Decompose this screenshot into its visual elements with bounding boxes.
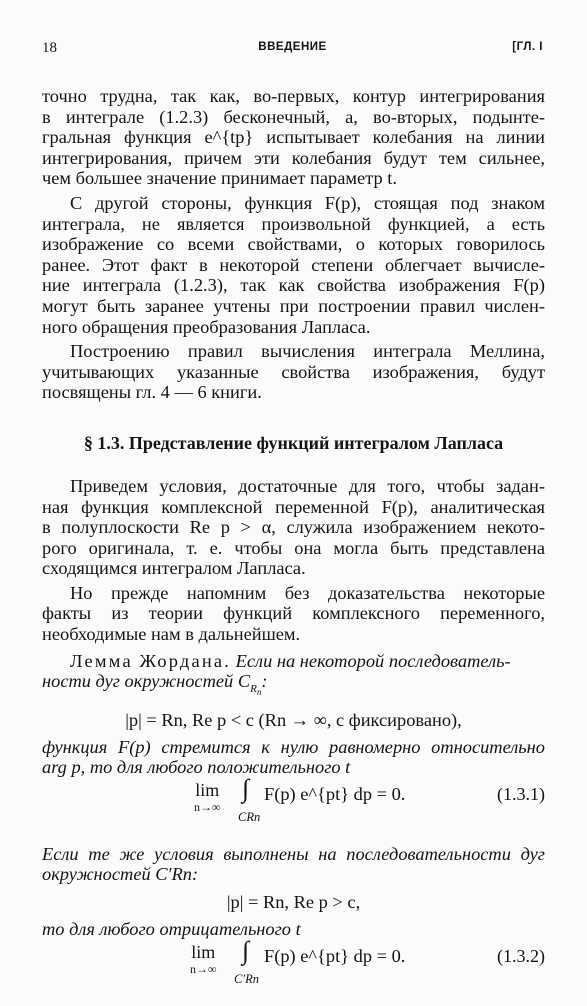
text-line: Приведем условия, достаточные для того, чтобы задан- (70, 475, 545, 496)
integral-sign: ∫ (242, 773, 250, 803)
text-line: изображение со всеми свойствами, о которых говорилось (42, 234, 545, 255)
text-line: в полуплоскости Re p > α, служила изображением некото- (42, 517, 545, 538)
text-line: ная функция комплексной переменной F(p), аналитическая (42, 496, 545, 517)
text-line: ранее. Этот факт в некоторой степени облегчает вычисле- (42, 254, 545, 275)
equation-1-3-2 (42, 935, 545, 1004)
equation-expression: F(p) e^{pt} dp = 0. (264, 945, 406, 966)
lemma-text: ности дуг окружностей C (42, 671, 251, 692)
text-line: могут быть заранее учтены при построении правил числен- (42, 295, 545, 316)
condition-1: |p| = Rn, Re p < c (Rn → ∞, c фиксировано), (125, 709, 462, 730)
text-line: рого оригинала, т. е. чтобы она могла быть представлена (42, 537, 545, 558)
equation-number: (1.3.2) (497, 945, 545, 966)
text-line: Построению правил вычисления интеграла Меллина, (70, 341, 545, 362)
lemma-text: Если на некоторой последователь- (235, 650, 511, 671)
text-line: то для любого отрицательного t (42, 919, 301, 940)
text-line: Но прежде напомним без доказательства некоторые (70, 582, 545, 603)
text-line: arg p, то для любого положительного t (42, 757, 351, 778)
equation-expression: F(p) e^{pt} dp = 0. (264, 783, 406, 804)
lim-subscript: n→∞ (194, 799, 221, 814)
lim-subscript: n→∞ (190, 961, 217, 976)
text-line: учитывающих указанные свойства изображения, будут (42, 361, 545, 382)
lemma-second-part (42, 844, 545, 885)
lemma-line (42, 651, 545, 672)
paragraph-3 (42, 341, 545, 403)
integral-subscript: CRn (238, 809, 261, 824)
text-line: чем большее значение принимает параметр t. (42, 168, 397, 189)
equation-1-3-1 (42, 773, 545, 842)
page-body (42, 86, 545, 1006)
text-line: Если те же условия выполнены на последовательности дуг (42, 843, 545, 864)
running-header (42, 40, 543, 60)
text-line: посвящены гл. 4 — 6 книги. (42, 382, 262, 403)
text-line: в интеграле (1.2.3) бесконечный, а, во-вторых, подынте- (42, 106, 545, 127)
page-number: 18 (42, 40, 57, 56)
text-line: гральная функция e^{tp} испытывает колебания на линии (42, 127, 545, 148)
text-line: сходящимся интегралом Лапласа. (42, 558, 306, 579)
section-heading: § 1.3. Представление функций интегралом Лапласа (83, 432, 504, 453)
lim-symbol: lim (191, 941, 216, 962)
lemma-name: Лемма Жордана. (70, 650, 232, 671)
text-line: необходимые нам в дальнейшем. (42, 624, 301, 645)
lim-symbol: lim (195, 779, 220, 800)
text-line: интеграла, не является произвольной функцией, а есть (42, 213, 545, 234)
lemma-third-part (42, 919, 545, 940)
condition-2: |p| = Rn, Re p > c, (226, 892, 361, 913)
equation-number: (1.3.1) (497, 783, 545, 804)
text-line: факты из теории функций комплексного переменного, (42, 603, 545, 624)
paragraph-5 (42, 583, 545, 645)
integral-subscript: C′Rn (234, 971, 259, 986)
paragraph-4 (42, 476, 545, 579)
paragraph-1 (42, 86, 545, 189)
text-line: ние интеграла (1.2.3), так как свойства изображения F(p) (42, 275, 545, 296)
paragraph-2 (42, 193, 545, 337)
lemma-continuation (42, 737, 545, 778)
text-line: С другой стороны, функция F(p), стоящая под знаком (70, 192, 545, 213)
text-line: точно трудна, так как, во-первых, контур интегрирования (42, 86, 545, 106)
limit-operator (194, 780, 221, 813)
text-line: интегрирования, причем эти колебания будут тем сильнее, (42, 147, 545, 168)
integral-sign: ∫ (242, 935, 250, 965)
running-title: ВВЕДЕНИЕ (258, 41, 327, 53)
lemma-statement (42, 651, 545, 703)
text-line: ного обращения преобразования Лапласа. (42, 316, 371, 337)
text-line: функция F(p) стремится к нулю равномерно относительно (42, 736, 545, 757)
chapter-label: [ГЛ. I (512, 41, 543, 53)
lemma-line: ности дуг окружностей $C_{R_n}$: (42, 671, 268, 698)
text-line: окружностей C′Rn: (42, 864, 199, 885)
limit-operator (190, 942, 217, 975)
